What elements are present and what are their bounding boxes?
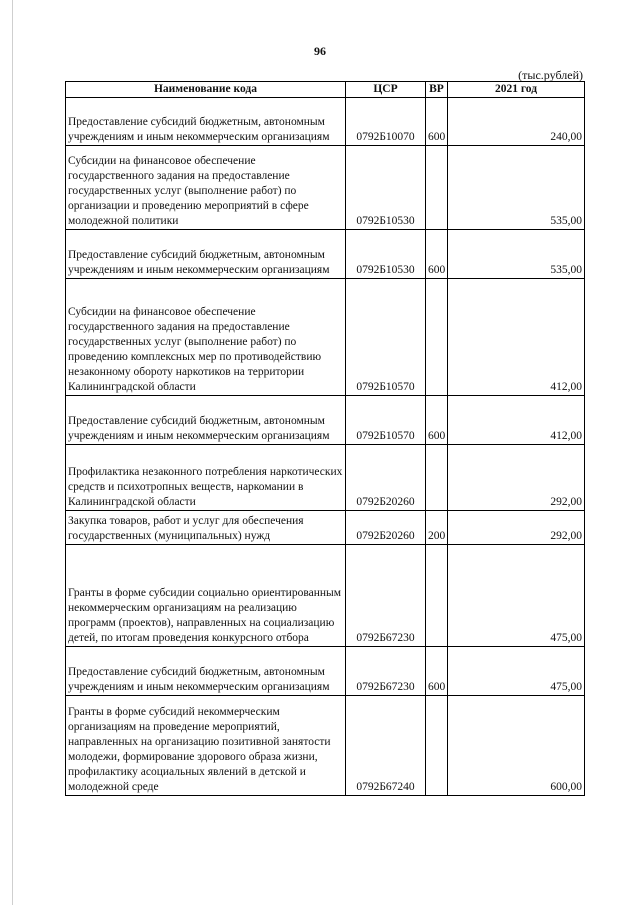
row-name: Гранты в форме субсидии социально ориентированным некоммерческим организациям на реализацию программ (проектов), направленных на социализацию детей, по итогам проведения конкурсного отбора xyxy=(66,545,346,647)
row-csr: 0792Б10070 xyxy=(346,98,426,146)
header-vr: ВР xyxy=(426,82,448,98)
row-vr xyxy=(426,696,448,796)
row-vr: 600 xyxy=(426,647,448,696)
table-row xyxy=(66,230,585,279)
scan-edge-line xyxy=(12,0,13,905)
row-name: Предоставление субсидий бюджетным, автономным учреждениям и иным некоммерческим организациям xyxy=(66,647,346,696)
row-csr: 0792Б67230 xyxy=(346,545,426,647)
row-csr: 0792Б20260 xyxy=(346,511,426,545)
page-number: 96 xyxy=(314,44,326,58)
row-name: Предоставление субсидий бюджетным, автономным учреждениям и иным некоммерческим организациям xyxy=(66,98,346,146)
row-vr: 200 xyxy=(426,511,448,545)
table-row xyxy=(66,696,585,796)
row-amount: 412,00 xyxy=(448,279,585,396)
table-row xyxy=(66,647,585,696)
row-amount: 475,00 xyxy=(448,647,585,696)
row-amount: 475,00 xyxy=(448,545,585,647)
table-row xyxy=(66,146,585,230)
row-csr: 0792Б67240 xyxy=(346,696,426,796)
row-vr: 600 xyxy=(426,230,448,279)
table-row xyxy=(66,98,585,146)
row-csr: 0792Б10530 xyxy=(346,146,426,230)
table-row xyxy=(66,396,585,445)
row-vr xyxy=(426,445,448,511)
row-name: Предоставление субсидий бюджетным, автономным учреждениям и иным некоммерческим организациям xyxy=(66,230,346,279)
row-csr: 0792Б20260 xyxy=(346,445,426,511)
row-amount: 412,00 xyxy=(448,396,585,445)
row-name: Субсидии на финансовое обеспечение государственного задания на предоставление государственных услуг (выполнение работ) по проведению комплексных мер по противодействию незаконному обороту наркотиков на территории Калининградской области xyxy=(66,279,346,396)
row-amount: 535,00 xyxy=(448,146,585,230)
row-vr: 600 xyxy=(426,98,448,146)
row-name: Субсидии на финансовое обеспечение государственного задания на предоставление государственных услуг (выполнение работ) по организации и проведению мероприятий в сфере молодежной политики xyxy=(66,146,346,230)
table-row xyxy=(66,511,585,545)
table-row xyxy=(66,279,585,396)
row-amount: 600,00 xyxy=(448,696,585,796)
row-vr xyxy=(426,279,448,396)
table-row xyxy=(66,545,585,647)
row-name: Гранты в форме субсидий некоммерческим организациям на проведение мероприятий, направленных на организацию позитивной занятости молодежи, формирование здорового образа жизни, профилактику асоциальных явлений в детской и молодежной среде xyxy=(66,696,346,796)
header-csr: ЦСР xyxy=(346,82,426,98)
row-amount: 535,00 xyxy=(448,230,585,279)
row-vr xyxy=(426,545,448,647)
table-header-row xyxy=(66,82,585,98)
row-amount: 292,00 xyxy=(448,445,585,511)
budget-table xyxy=(65,81,585,796)
row-vr xyxy=(426,146,448,230)
header-year: 2021 год xyxy=(448,82,585,98)
table-row xyxy=(66,445,585,511)
row-name: Предоставление субсидий бюджетным, автономным учреждениям и иным некоммерческим организациям xyxy=(66,396,346,445)
row-name: Профилактика незаконного потребления наркотических средств и психотропных веществ, наркомании в Калининградской области xyxy=(66,445,346,511)
row-csr: 0792Б10530 xyxy=(346,230,426,279)
row-csr: 0792Б67230 xyxy=(346,647,426,696)
row-name: Закупка товаров, работ и услуг для обеспечения государственных (муниципальных) нужд xyxy=(66,511,346,545)
row-amount: 292,00 xyxy=(448,511,585,545)
row-csr: 0792Б10570 xyxy=(346,396,426,445)
units-label: (тыс.рублей) xyxy=(518,68,583,82)
header-name: Наименование кода xyxy=(66,82,346,98)
row-csr: 0792Б10570 xyxy=(346,279,426,396)
row-amount: 240,00 xyxy=(448,98,585,146)
row-vr: 600 xyxy=(426,396,448,445)
